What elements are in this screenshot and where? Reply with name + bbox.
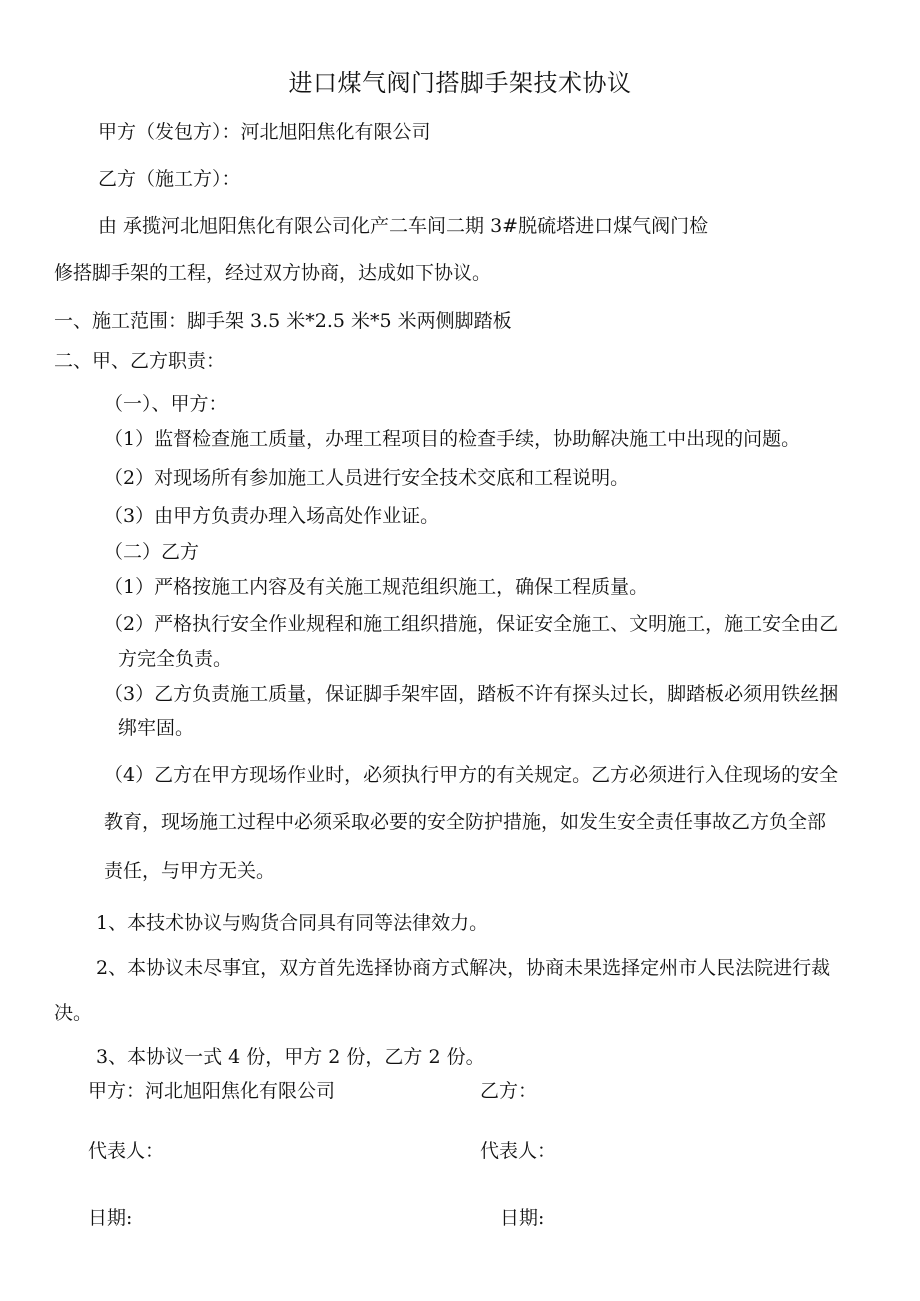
party-b-duty-4-line-2: 教育，现场施工过程中必须采取必要的安全防护措施，如发生安全责任事故乙方负全部 [104,811,827,833]
party-a-line: 甲方（发包方）：河北旭阳焦化有限公司 [98,121,431,143]
clause-2-line-1: 2、本协议未尽事宜，双方首先选择协商方式解决，协商未果选择定州市人民法院进行裁 [96,957,831,979]
party-b-line: 乙方（施工方）： [98,168,241,190]
party-a-duty-1: （1）监督检查施工质量，办理工程项目的检查手续，协助解决施工中出现的问题。 [104,428,801,450]
party-a-duties-heading: （一）、甲方： [104,393,228,415]
party-b-duty-3-line-1: （3）乙方负责施工质量，保证脚手架牢固，踏板不许有探头过长，脚踏板必须用铁丝捆 [104,683,839,705]
clause-2-line-2: 决。 [54,1002,93,1024]
party-b-duty-3-line-2: 绑牢固。 [118,717,195,739]
signature-party-b: 乙方： [480,1080,538,1102]
representative-a: 代表人： [88,1140,165,1162]
party-b-duties-heading: （二）乙方 [104,541,200,563]
section-duties: 二、甲、乙方职责： [54,350,226,372]
party-b-duty-4-line-3: 责任，与甲方无关。 [104,860,276,882]
party-b-duty-4-line-1: （4）乙方在甲方现场作业时，必须执行甲方的有关规定。乙方必须进行入住现场的安全 [104,764,839,786]
party-b-duty-2-line-1: （2）严格执行安全作业规程和施工组织措施，保证安全施工、文明施工，施工安全由乙 [104,613,839,635]
intro-line-1: 由 承揽河北旭阳焦化有限公司化产二车间二期 3#脱硫塔进口煤气阀门检 [98,215,709,237]
representative-b: 代表人： [480,1140,557,1162]
intro-line-2: 修搭脚手架的工程，经过双方协商，达成如下协议。 [54,262,492,284]
date-a: 日期: [88,1207,133,1229]
clause-1: 1、本技术协议与购货合同具有同等法律效力。 [96,912,489,934]
date-b: 日期: [500,1207,545,1229]
party-b-duty-2-line-2: 方完全负责。 [118,648,233,670]
document-title: 进口煤气阀门搭脚手架技术协议 [288,69,632,97]
clause-3: 3、本协议一式 4 份，甲方 2 份，乙方 2 份。 [96,1046,485,1068]
section-scope: 一、施工范围：脚手架 3.5 米*2.5 米*5 米两侧脚踏板 [54,310,512,332]
signature-party-a: 甲方：河北旭阳焦化有限公司 [88,1080,336,1102]
party-b-duty-1: （1）严格按施工内容及有关施工规范组织施工，确保工程质量。 [104,576,649,598]
party-a-duty-3: （3）由甲方负责办理入场高处作业证。 [104,505,440,527]
party-a-duty-2: （2）对现场所有参加施工人员进行安全技术交底和工程说明。 [104,467,630,489]
